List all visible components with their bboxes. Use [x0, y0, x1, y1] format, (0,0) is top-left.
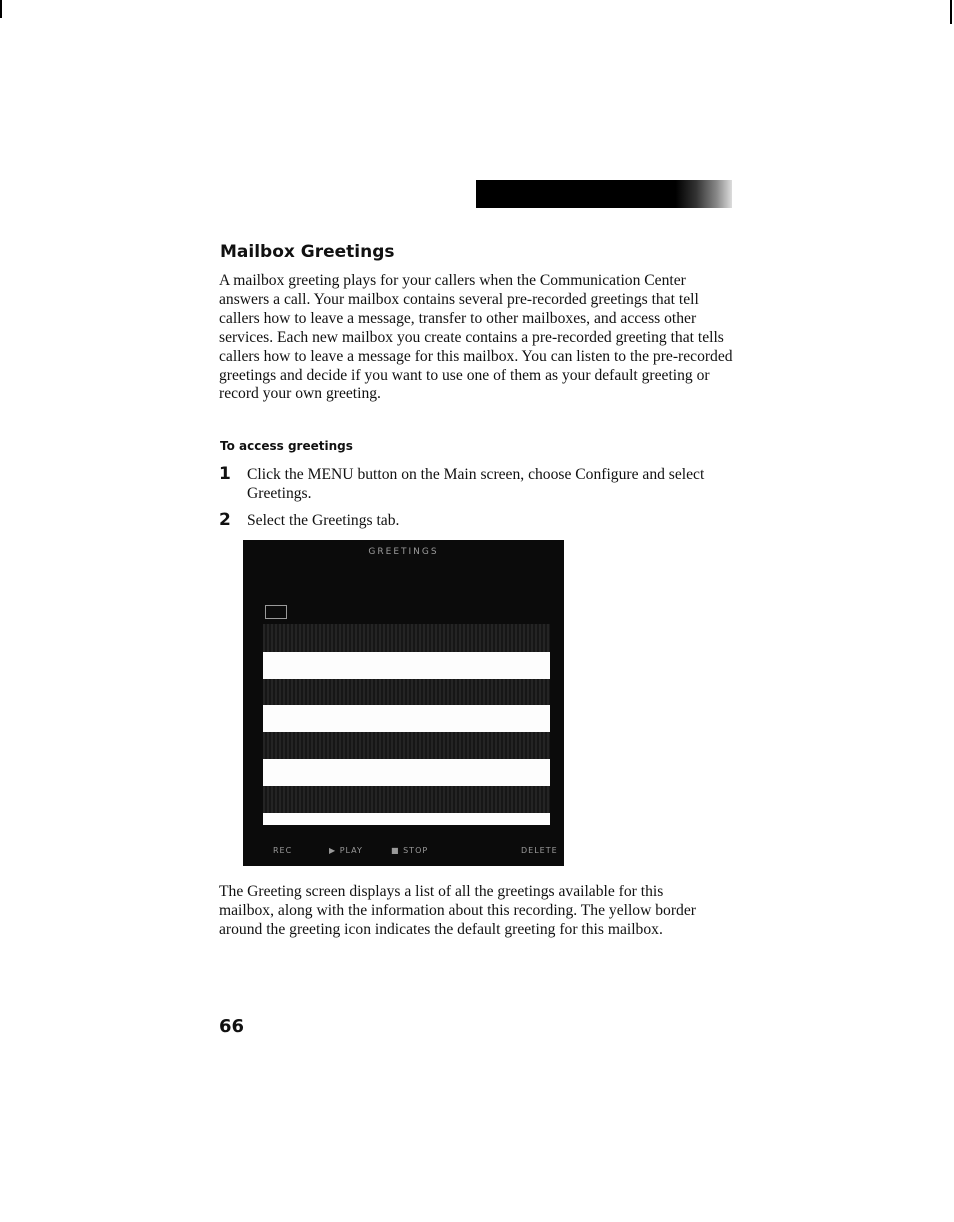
- step-text: Select the Greetings tab.: [247, 512, 400, 529]
- greetings-screenshot: [243, 540, 564, 866]
- rec-button: REC: [273, 846, 293, 855]
- greeting-row: [263, 732, 550, 759]
- caption-paragraph: The Greeting screen displays a list of all the greetings available for this mailbox, along with the information about this recording. The yellow border around the greeting icon indicates the default greeting for this mailbox.: [219, 883, 696, 938]
- left-edge-mark: [0, 0, 2, 18]
- page-number: 66: [219, 1016, 245, 1037]
- greeting-row: [263, 624, 550, 652]
- right-edge-mark: [950, 0, 952, 24]
- step-number: 1: [219, 464, 231, 484]
- step-number: 2: [219, 510, 231, 530]
- step-text: Click the MENU button on the Main screen, choose Configure and select Greetings.: [247, 466, 705, 502]
- section-title: Mailbox Greetings: [220, 242, 395, 262]
- intro-paragraph: A mailbox greeting plays for your callers when the Communication Center answers a call. Your mailbox contains several pre-recorded greetings that tell callers how to leave a message, transfer to other mailboxes, and access other services. Each new mailbox you create contains a pre-recorded greeting that tells callers how to leave a message for this mailbox. You can listen to the pre-recorded greetings and decide if you want to use one of them as your default greeting or record your own greeting.: [219, 272, 733, 403]
- greeting-row: [263, 705, 550, 732]
- screenshot-title: GREETINGS: [368, 547, 439, 557]
- delete-button: DELETE: [521, 846, 558, 855]
- play-button: ▶ PLAY: [329, 846, 363, 855]
- procedure-heading: To access greetings: [220, 439, 353, 453]
- stop-button: ■ STOP: [391, 846, 429, 855]
- greeting-row: [263, 786, 550, 813]
- greeting-row: [263, 759, 550, 786]
- chapter-header-bar: [476, 180, 732, 208]
- greeting-row: [263, 652, 550, 679]
- greeting-row: [263, 813, 550, 825]
- greeting-row: [263, 679, 550, 705]
- greeting-icon: [265, 605, 287, 619]
